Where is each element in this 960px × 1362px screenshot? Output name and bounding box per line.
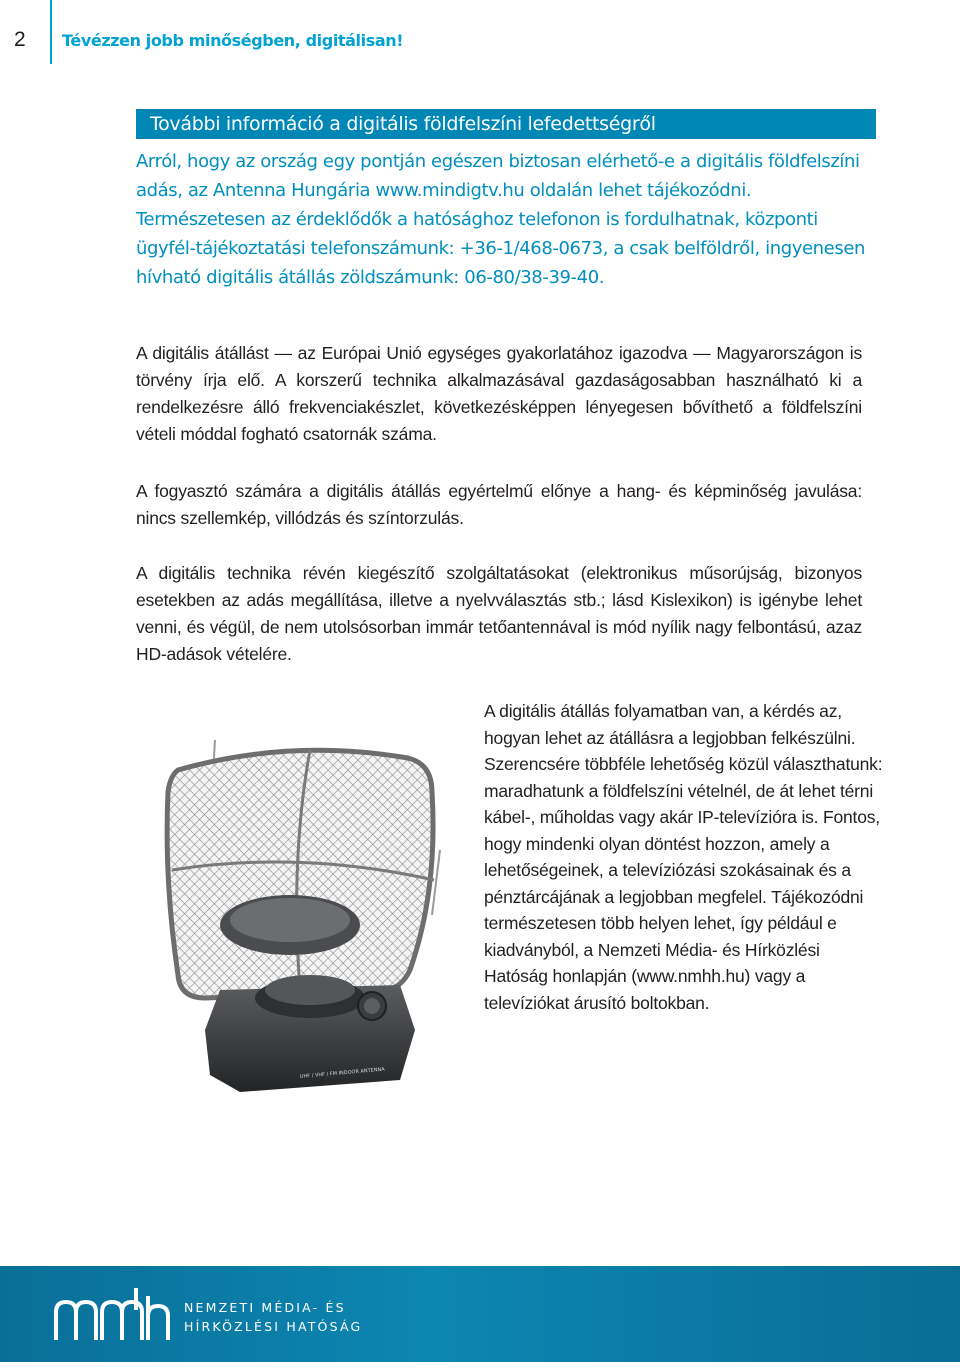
logo-text: nmhh — [52, 1288, 55, 1289]
nmhh-logo — [52, 1288, 172, 1348]
org-name-line-1: NEMZETI MÉDIA- ÉS — [184, 1300, 346, 1315]
paragraph-text: A digitális átállás folyamatban van, a kérdés az, hogyan lehet az átállásra a legjobban felkészülni. Szerencsére többféle lehetőség közül választhatunk: maradhatunk a földfelszíni vételnél, de át lehet térni kábel-, műholdas vagy akár IP-televízióra is. Fontos, hogy mindenki olyan döntést hozzon, amely a lehetőségeinek, a televíziózási szokásainak és a pénztárcájának a legjobban megfelel. Tájékozódni természetesen több helyen lehet, így például e kiadványból, a Nemzeti Média- és Hírközlési Hatóság honlapján (www.nmhh.hu) vagy a televíziókat árusító boltokban. — [484, 701, 883, 1013]
header-divider — [50, 0, 52, 64]
paragraph-text: A fogyasztó számára a digitális átállás egyértelmű előnye a hang- és képminőség javulása: nincs szellemkép, villódzás és színtorzulás. — [136, 481, 862, 528]
body-paragraph-1 — [136, 340, 862, 448]
paragraph-text: A digitális technika révén kiegészítő szolgáltatásokat (elektronikus műsorújság, bizonyos esetekben az adás megállítása, illetve a nyelvválasztás stb.; lásd Kislexikon) is igénybe lehet venni, és végül, de nem utolsósorban immár tetőantennával is mód nyílik nagy felbontású, azaz HD-adások vételére. — [136, 563, 862, 664]
body-paragraph-3 — [136, 560, 862, 668]
lead-text: Arról, hogy az ország egy pontján egészen biztosan elérhető-e a digitális földfelszíni adás, az Antenna Hungária www.mindigtv.hu oldalán lehet tájékozódni. Természetesen az érdeklődők a hatósághoz telefonon is fordulhatnak, központi ügyfél-tájékoztatási telefonszámunk: +36-1/468-0673, a csak belföldről, ingyenesen hívható digitális átállás zöldszámunk: 06-80/38-39-40. — [136, 151, 866, 288]
footer-band — [0, 1266, 960, 1362]
paragraph-text: A digitális átállást — az Európai Unió egységes gyakorlatához igazodva — Magyarországon is törvény írja elő. A korszerű technika alkalmazásával gazdaságosabban használható ki a rendelkezésre álló frekvenciakészlet, következésképpen lényegesen bővíthető a földfelszíni vételi móddal fogható csatornák száma. — [136, 343, 862, 444]
page-number: 2 — [14, 28, 26, 51]
section-title-band — [136, 109, 876, 139]
section-title: További információ a digitális földfelszíni lefedettségről — [150, 113, 656, 135]
running-title: Tévézzen jobb minőségben, digitálisan! — [62, 31, 404, 50]
antenna-label: UHF / VHF / FM INDOOR ANTENNA — [299, 1066, 385, 1080]
org-name — [184, 1298, 362, 1336]
body-paragraph-2 — [136, 478, 862, 532]
sidebar-paragraph — [484, 698, 884, 1016]
org-name-line-2: HÍRKÖZLÉSI HATÓSÁG — [184, 1319, 363, 1334]
indoor-antenna-photo — [150, 730, 450, 1100]
lead-paragraph — [136, 147, 876, 292]
